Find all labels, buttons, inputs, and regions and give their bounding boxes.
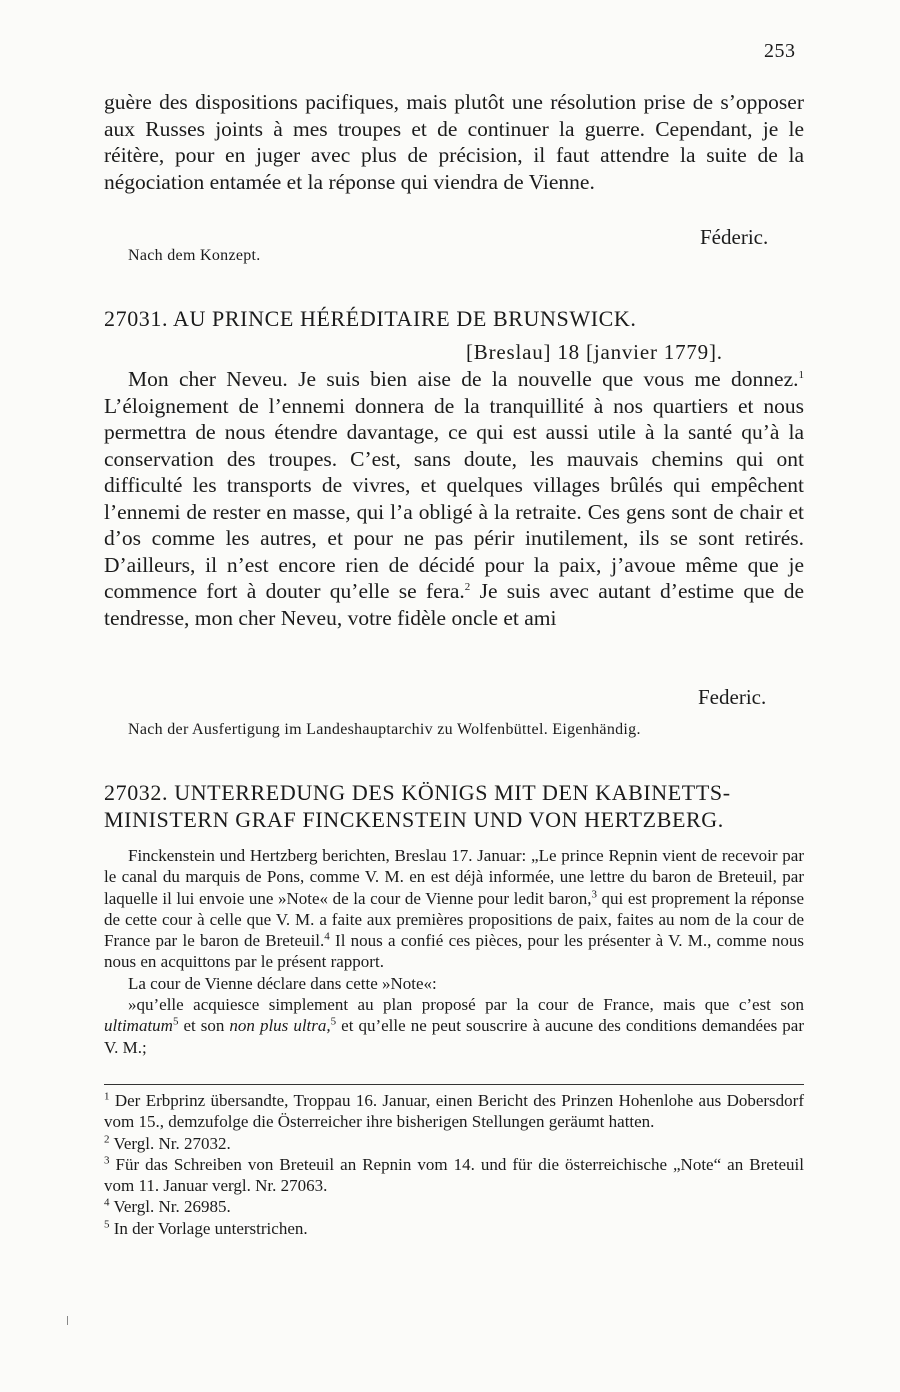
entry-27032-heading bbox=[104, 779, 804, 833]
quote-part-c: et qu’elle ne peut souscrire à aucune des conditions demandées par V. M.; bbox=[104, 1016, 804, 1057]
footnote-ref-4: 4 bbox=[324, 930, 330, 943]
entry-27032-body bbox=[104, 845, 804, 1058]
footnote-ref-1: 1 bbox=[798, 368, 804, 381]
letter-27031-heading: 27031. AU PRINCE HÉRÉDITAIRE DE BRUNSWICK. bbox=[104, 306, 637, 331]
page-number: 253 bbox=[764, 40, 796, 62]
footnote-ref-2: 2 bbox=[464, 580, 471, 593]
source-note-1: Nach dem Konzept. bbox=[128, 247, 261, 264]
footnote-number: 5 bbox=[104, 1218, 110, 1231]
footnote-1 bbox=[104, 1090, 804, 1133]
top-paragraph-block bbox=[104, 89, 804, 195]
footnote-text: In der Vorlage unterstrichen. bbox=[109, 1218, 308, 1238]
footnote-divider bbox=[104, 1084, 804, 1085]
letter-27031-dateline: [Breslau] 18 [janvier 1779]. bbox=[466, 340, 723, 364]
quote-part-b: et son bbox=[178, 1016, 230, 1036]
letter-body-part-b: L’éloignement de l’ennemi donnera de la tranquillité à nos quartiers et nous permettra de nous étendre davantage, ce qui est aussi utile à la santé qu’à la conservation des troupes. C’est, sans doute, les mauvais chemins qui ont difficulté les transports de vivres, et quelques villages brûlés qui empêchent l’ennemi de rester en masse, qui l’a obligé à la retraite. Ces gens sont de chair et d’os comme les autres, et pour ne pas périr inutilement, ils se sont retirés. D’ailleurs, il n’est encore rien de décidé pour la paix, j’avoue même que je commence fort à douter qu’elle se fera. bbox=[104, 393, 804, 603]
footnote-text: Vergl. Nr. 27032. bbox=[109, 1133, 231, 1153]
footnote-text: Vergl. Nr. 26985. bbox=[109, 1197, 231, 1217]
report-part-b: qui est proprement la réponse de cette cour à celle que V. M. a faite aux premières propositions de paix, faites au nom de la cour de France par le baron de Breteuil. bbox=[104, 888, 805, 951]
report-part-a: Finckenstein und Hertzberg berichten, Breslau 17. Januar: „Le prince Repnin vient de recevoir par le canal du marquis de Pons, comme V. M. en est déjà informée, une lettre du baron de Breteuil, par laquelle il lui envoie une »Note« de la cour de Vienne pour ledit baron, bbox=[104, 846, 804, 908]
footnote-number: 3 bbox=[104, 1154, 110, 1167]
margin-mark bbox=[67, 1316, 68, 1325]
footnote-5 bbox=[104, 1218, 804, 1239]
footnote-text: Für das Schreiben von Breteuil an Repnin vom 14. und für die österreichische „Note“ an Breteuil vom 11. Januar vergl. Nr. 27063. bbox=[104, 1154, 804, 1196]
signature-1: Féderic. bbox=[700, 225, 769, 249]
top-paragraph: guère des dispositions pacifiques, mais plutôt une résolution prise de s’opposer aux Russes joints à mes troupes et de continuer la guerre. Cependant, je le réitère, pour en juger avec plus de précision, il faut attendre la suite de la négociation entamée et la réponse qui viendra de Vienne. bbox=[104, 90, 804, 194]
footnote-4 bbox=[104, 1196, 804, 1217]
footnote-number: 1 bbox=[104, 1090, 110, 1103]
letter-27031-body bbox=[104, 366, 804, 631]
letter-body-part-a: Mon cher Neveu. Je suis bien aise de la nouvelle que vous me donnez. bbox=[128, 367, 799, 391]
footnote-ref-5a: 5 bbox=[172, 1015, 179, 1028]
entry-27032-heading-line1: 27032. UNTERREDUNG DES KÖNIGS MIT DEN KABINETTS- bbox=[104, 780, 731, 805]
report-part-c: Il nous a confié ces pièces, pour les présenter à V. M., comme nous nous en acquittons par le présent rapport. bbox=[104, 931, 804, 972]
footnote-number: 2 bbox=[104, 1132, 110, 1145]
footnotes bbox=[104, 1090, 804, 1239]
entry-27032-heading-line2: MINISTERN GRAF FINCKENSTEIN UND VON HERTZBERG. bbox=[104, 807, 724, 832]
quote-non-plus-ultra: non plus ultra, bbox=[229, 1016, 331, 1036]
footnote-ref-3: 3 bbox=[591, 887, 597, 900]
signature-2: Federic. bbox=[698, 685, 767, 709]
footnote-ref-5b: 5 bbox=[330, 1015, 337, 1028]
footnote-text: Der Erbprinz übersandte, Troppau 16. Januar, einen Bericht des Prinzen Hohenlohe aus Dobersdorf vom 15., demzufolge die Österreicher ihre bisherigen Stellungen geräumt hatten. bbox=[104, 1091, 804, 1132]
quote-part-a: »qu’elle acquiesce simplement au plan proposé par la cour de France, mais que c’est son bbox=[128, 995, 804, 1015]
source-note-2: Nach der Ausfertigung im Landeshauptarchiv zu Wolfenbüttel. Eigenhändig. bbox=[128, 721, 641, 738]
footnote-number: 4 bbox=[104, 1196, 110, 1209]
report-paragraph-2: La cour de Vienne déclare dans cette »Note«: bbox=[128, 973, 437, 993]
footnote-3 bbox=[104, 1154, 804, 1197]
letter-body-part-c: Je suis avec autant d’estime que de tendresse, mon cher Neveu, votre fidèle oncle et ami bbox=[104, 579, 804, 630]
quote-ultimatum: ultimatum bbox=[104, 1016, 173, 1036]
footnote-2 bbox=[104, 1133, 804, 1154]
